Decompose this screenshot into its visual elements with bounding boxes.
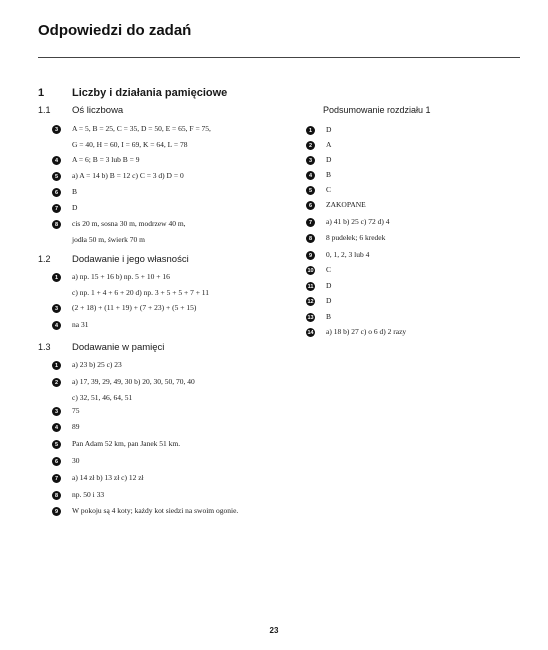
answer-text: B bbox=[326, 170, 332, 179]
exercise-number-badge: 2 bbox=[52, 378, 61, 387]
answer-item bbox=[52, 360, 122, 373]
exercise-number-badge: 14 bbox=[307, 329, 314, 336]
exercise-number-badge: 3 bbox=[306, 156, 315, 165]
section-title: Oś liczbowa bbox=[72, 105, 124, 116]
answer-text: D bbox=[326, 281, 332, 290]
answer-text: W pokoju są 4 koty; każdy kot siedzi na swoim ogonie. bbox=[72, 506, 239, 515]
answer-item bbox=[52, 272, 209, 300]
answer-text: a) 14 zł b) 13 zł c) 12 zł bbox=[72, 473, 144, 482]
answer-text: A = 5, B = 25, C = 35, D = 50, E = 65, F = 75, G = 40, H = 60, I = 69, K = 64, L = 78 bbox=[72, 124, 211, 149]
exercise-number-badge: 6 bbox=[52, 188, 61, 197]
answer-text: 8 pudełek; 6 kredek bbox=[326, 233, 386, 242]
section-number: 1.3 bbox=[38, 342, 51, 352]
answer-text: 30 bbox=[72, 456, 80, 465]
page-number: 23 bbox=[269, 626, 279, 635]
answer-text: 89 bbox=[72, 422, 80, 431]
answer-text: cis 20 m, sosna 30 m, modrzew 40 m, jodła 50 m, świerk 70 m bbox=[72, 219, 186, 244]
answer-text: a) 17, 39, 29, 49, 30 b) 20, 30, 50, 70, 40 c) 32, 51, 46, 64, 51 bbox=[72, 377, 195, 402]
answer-text: A = 6; B = 3 lub B = 9 bbox=[72, 155, 140, 164]
answer-item bbox=[306, 250, 369, 263]
answer-text: a) 23 b) 25 c) 23 bbox=[72, 360, 122, 369]
answer-text: D bbox=[72, 203, 78, 212]
answer-item bbox=[52, 187, 77, 200]
exercise-number-badge: 3 bbox=[52, 304, 61, 313]
answer-text: D bbox=[326, 125, 332, 134]
answer-item bbox=[52, 473, 144, 486]
exercise-number-badge: 5 bbox=[52, 172, 61, 181]
answer-item bbox=[52, 171, 184, 184]
answer-item bbox=[306, 185, 331, 198]
exercise-number-badge: 5 bbox=[52, 440, 61, 449]
answer-item bbox=[52, 203, 77, 216]
exercise-number-badge: 7 bbox=[52, 474, 61, 483]
summary-title: Podsumowanie rozdziału 1 bbox=[323, 105, 431, 115]
exercise-number-badge: 8 bbox=[306, 234, 315, 243]
exercise-number-badge: 9 bbox=[52, 507, 61, 516]
exercise-number-badge: 2 bbox=[306, 141, 315, 150]
answer-text: D bbox=[326, 296, 332, 305]
answer-text: (2 + 18) + (11 + 19) + (7 + 23) + (5 + 15) bbox=[72, 303, 197, 312]
answer-item bbox=[306, 140, 331, 153]
answer-text: 75 bbox=[72, 406, 80, 415]
answer-text: a) np. 15 + 16 b) np. 5 + 10 + 16 c) np. 1 + 4 + 6 + 20 d) np. 3 + 5 + 5 + 7 + 11 bbox=[72, 272, 210, 297]
exercise-number-badge: 1 bbox=[52, 361, 61, 370]
exercise-number-badge: 8 bbox=[52, 491, 61, 500]
answer-item bbox=[52, 320, 88, 333]
exercise-number-badge: 9 bbox=[306, 251, 315, 260]
answer-text: ZAKOPANE bbox=[326, 200, 366, 209]
exercise-number-badge: 1 bbox=[306, 126, 315, 135]
answer-item bbox=[52, 155, 140, 168]
answer-item bbox=[52, 219, 186, 247]
section-number: 1.2 bbox=[38, 254, 51, 264]
answer-item bbox=[306, 155, 331, 168]
answer-item bbox=[306, 217, 390, 230]
exercise-number-badge: 4 bbox=[306, 171, 315, 180]
title-divider bbox=[38, 57, 520, 58]
answer-text: A bbox=[326, 140, 332, 149]
answer-text: np. 50 i 33 bbox=[72, 490, 105, 499]
answer-item bbox=[52, 377, 195, 405]
answer-item bbox=[52, 439, 180, 452]
exercise-number-badge: 7 bbox=[52, 204, 61, 213]
answer-text: C bbox=[326, 185, 332, 194]
answer-text: na 31 bbox=[72, 320, 89, 329]
exercise-number-badge: 3 bbox=[52, 407, 61, 416]
answer-item bbox=[52, 456, 80, 469]
answer-item bbox=[306, 233, 385, 246]
answer-text: a) A = 14 b) B = 12 c) C = 3 d) D = 0 bbox=[72, 171, 184, 180]
answer-item bbox=[306, 170, 331, 183]
answer-text: 0, 1, 2, 3 lub 4 bbox=[326, 250, 370, 259]
section-title: Dodawanie i jego własności bbox=[72, 254, 189, 265]
answer-item bbox=[306, 312, 331, 325]
exercise-number-badge: 8 bbox=[52, 220, 61, 229]
answer-item bbox=[52, 303, 196, 316]
answer-text: D bbox=[326, 155, 332, 164]
exercise-number-badge: 4 bbox=[52, 423, 61, 432]
exercise-number-badge: 13 bbox=[307, 314, 314, 321]
exercise-number-badge: 3 bbox=[52, 125, 61, 134]
exercise-number-badge: 5 bbox=[306, 186, 315, 195]
answer-text: B bbox=[72, 187, 78, 196]
answer-item bbox=[306, 281, 331, 294]
section-number: 1.1 bbox=[38, 105, 51, 115]
exercise-number-badge: 6 bbox=[52, 457, 61, 466]
answer-item bbox=[306, 125, 331, 138]
exercise-number-badge: 6 bbox=[306, 201, 315, 210]
exercise-number-badge: 1 bbox=[52, 273, 61, 282]
answer-item bbox=[306, 327, 406, 340]
answer-item bbox=[52, 406, 80, 419]
answer-item bbox=[52, 422, 80, 435]
answer-item bbox=[306, 296, 331, 309]
answer-item bbox=[306, 200, 366, 213]
answer-item bbox=[52, 506, 238, 519]
answer-text: Pan Adam 52 km, pan Janek 51 km. bbox=[72, 439, 181, 448]
answer-text: B bbox=[326, 312, 332, 321]
exercise-number-badge: 11 bbox=[307, 283, 314, 290]
answer-text: a) 18 b) 27 c) o 6 d) 2 razy bbox=[326, 327, 407, 336]
exercise-number-badge: 4 bbox=[52, 321, 61, 330]
answer-text: a) 41 b) 25 c) 72 d) 4 bbox=[326, 217, 390, 226]
page-title: Odpowiedzi do zadań bbox=[38, 22, 192, 39]
answer-item bbox=[306, 265, 331, 278]
exercise-number-badge: 10 bbox=[307, 267, 314, 274]
exercise-number-badge: 7 bbox=[306, 218, 315, 227]
chapter-number: 1 bbox=[38, 87, 45, 99]
answer-item bbox=[52, 490, 104, 503]
answer-item bbox=[52, 124, 211, 152]
exercise-number-badge: 4 bbox=[52, 156, 61, 165]
exercise-number-badge: 12 bbox=[307, 298, 314, 305]
answer-text: C bbox=[326, 265, 332, 274]
chapter-title: Liczby i działania pamięciowe bbox=[72, 87, 228, 99]
section-title: Dodawanie w pamięci bbox=[72, 342, 165, 353]
